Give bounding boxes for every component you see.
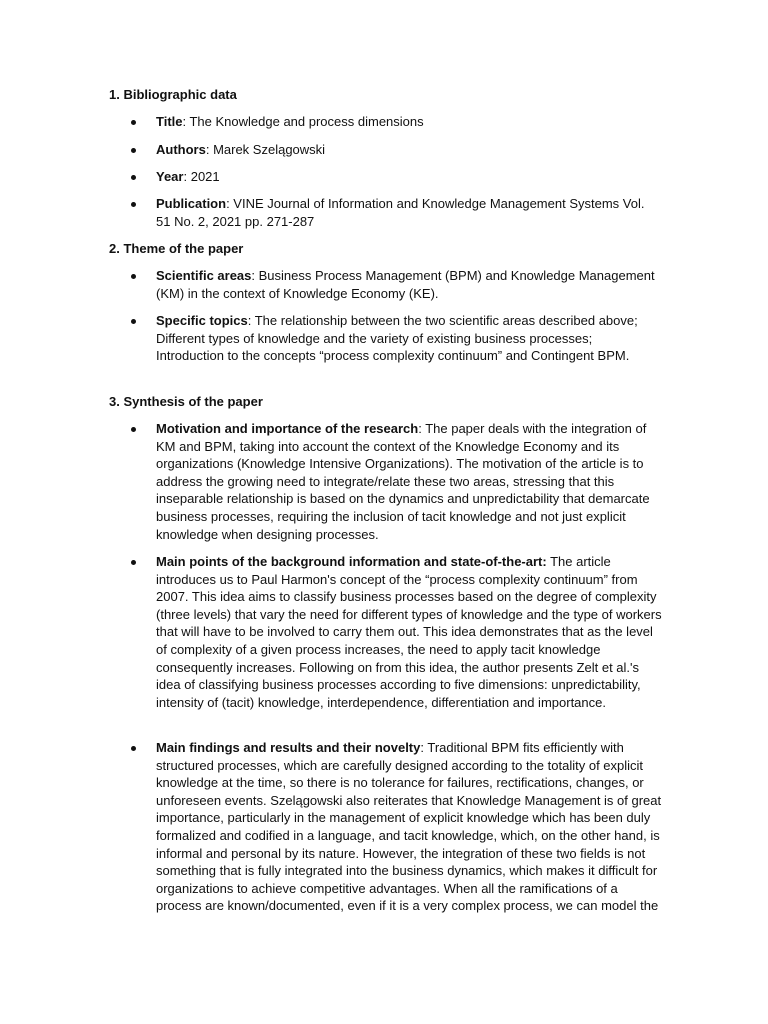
item-text: : Marek Szelągowski (205, 142, 326, 157)
item-label: Year (156, 169, 184, 184)
item-text: : 2021 (183, 169, 220, 184)
bullet-icon (131, 148, 136, 153)
bullet-icon (131, 560, 136, 565)
item-label: Scientific areas (156, 268, 252, 283)
item-text: : The relationship between the two scientific areas described above; Different types of knowledge and the variety of existing business processes; Introduction to the concepts “process complexity continuum” and Contingent BPM. (156, 313, 638, 364)
item-text: : The paper deals with the integration of KM and BPM, taking into account the context of the Knowledge Economy and its organizations (Knowledge Intensive Organizations). The motivation of the article is to address the growing need to integrate/relate these two areas, stressing that this inseparable relationship is based on the dynamics and unpredictability that demarcate business processes, requiring the inclusion of tacit knowledge and not just explicit knowledge when designing processes. (156, 421, 650, 542)
bullet-icon (131, 319, 136, 324)
bullet-icon (131, 120, 136, 125)
item-label: Specific topics (156, 313, 248, 328)
item-text: : Business Process Management (BPM) and Knowledge Management (KM) in the context of Knowledge Economy (KE). (156, 268, 655, 301)
item-text: : The Knowledge and process dimensions (182, 114, 424, 129)
item-label: Title (156, 114, 183, 129)
item-text: : VINE Journal of Information and Knowledge Management Systems Vol. 51 No. 2, 2021 pp. 271-287 (156, 196, 645, 229)
section-heading: 2. Theme of the paper (109, 241, 244, 256)
item-label: Main points of the background information and state-of-the-art: (156, 554, 547, 569)
item-label: Publication (156, 196, 227, 211)
item-label: Authors (156, 142, 206, 157)
item-label: Motivation and importance of the research (156, 421, 419, 436)
bullet-icon (131, 746, 136, 751)
bullet-icon (131, 175, 136, 180)
item-text: The article introduces us to Paul Harmon's concept of the “process complexity continuum” from 2007. This idea aims to classify business processes based on the degree of complexity (three levels) that vary the need for different types of knowledge and the type of workers that will have to be involved to carry them out. This idea demonstrates that as the level of complexity of a given process increases, the need to apply tacit knowledge consequently increases. Following on from this idea, the author presents Zelt et al.'s idea of classifying business processes according to five dimensions: unpredictability, intensity of (tacit) knowledge, interdependence, differentiation and importance. (156, 554, 662, 710)
item-text: : Traditional BPM fits efficiently with structured processes, which are carefully designed according to the totality of explicit knowledge at the time, so there is no tolerance for failures, rectifications, changes, or unforeseen events. Szelągowski also reiterates that Knowledge Management is of great importance, particularly in the management of explicit knowledge which has been duly formalized and codified in a language, and tacit knowledge, which, on the other hand, is informal and personal by its nature. However, the integration of these two fields is not something that is fully integrated into the business dynamics, which makes it difficult for organizations to achieve competitive advantages. When all the ramifications of a process are known/documented, even if it is a very complex process, we can model the (156, 740, 662, 914)
bullet-icon (131, 274, 136, 279)
section-heading: 1. Bibliographic data (109, 87, 237, 102)
section-heading: 3. Synthesis of the paper (109, 394, 263, 409)
item-label: Main findings and results and their novelty (156, 740, 421, 755)
bullet-icon (131, 202, 136, 207)
bullet-icon (131, 427, 136, 432)
